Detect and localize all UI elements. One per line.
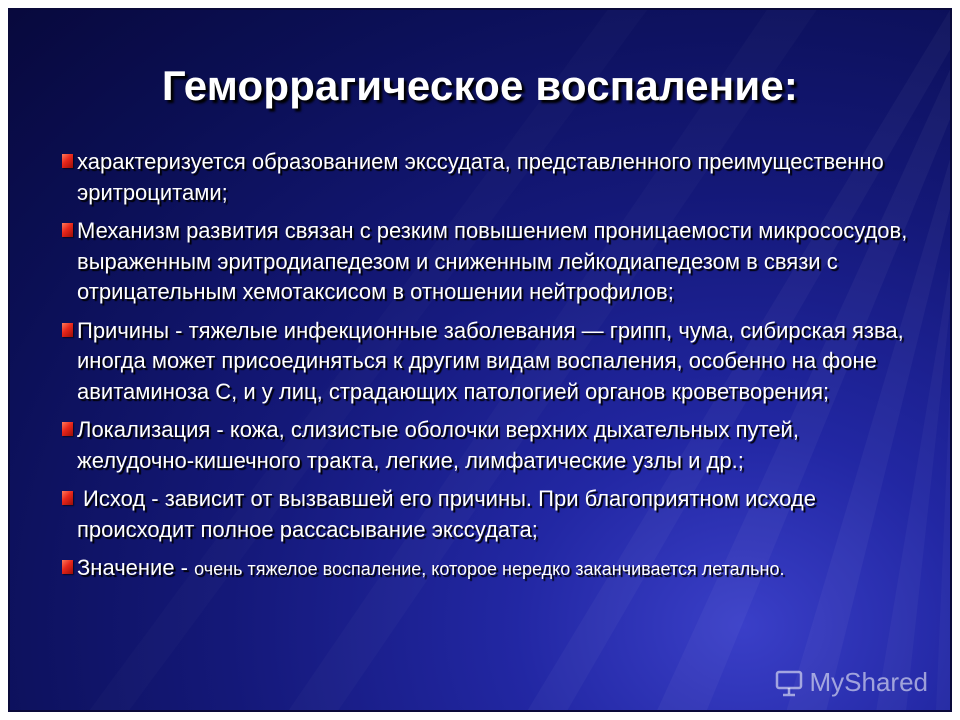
bullet-text: Механизм развития связан с резким повышением проницаемости микрососудов, выраженным эритродиапедезом и сниженным лейкодиапедезом в связи с отрицательным хемотаксисом в отношении нейтрофилов; — [77, 218, 908, 304]
bullet-list — [60, 147, 920, 593]
bullet-item — [60, 553, 920, 585]
slide — [8, 8, 952, 712]
slide-title: Геморрагическое воспаление: — [161, 62, 799, 109]
bullet-text: Причины - тяжелые инфекционные заболевания — грипп, чума, сибирская язва, иногда может присоединяться к другим видам воспаления, особенно на фоне авитаминоза С, и у лиц, страдающих патологией органов кроветворения; — [77, 317, 904, 404]
bullet-item — [60, 147, 920, 208]
watermark-text: MyShared — [809, 667, 928, 697]
bullet-item — [60, 216, 920, 308]
bullet-item — [60, 316, 920, 408]
bullet-lead-text: Значение - — [77, 555, 188, 580]
myshared-logo-icon — [774, 668, 804, 698]
bullet-rest-text: очень тяжелое воспаление, которое нередко заканчивается летально. — [194, 559, 785, 579]
red-square-bullet-icon — [62, 323, 73, 337]
red-square-bullet-icon — [62, 560, 73, 574]
bullet-item — [60, 415, 920, 476]
bullet-text: характеризуется образованием экссудата, представленного преимущественно эритроцитами; — [77, 149, 884, 205]
bullet-text: Локализация - кожа, слизистые оболочки верхних дыхательных путей, желудочно-кишечного тракта, легкие, лимфатические узлы и др.; — [77, 417, 799, 473]
red-square-bullet-icon — [62, 154, 73, 168]
red-square-bullet-icon — [62, 223, 73, 237]
watermark — [774, 667, 929, 698]
red-square-bullet-icon — [62, 491, 73, 505]
red-square-bullet-icon — [62, 422, 73, 436]
bullet-item — [60, 484, 920, 545]
bullet-text: Исход - зависит от вызвавшей его причины. При благоприятном исходе происходит полное рассасывание экссудата; — [77, 486, 816, 542]
